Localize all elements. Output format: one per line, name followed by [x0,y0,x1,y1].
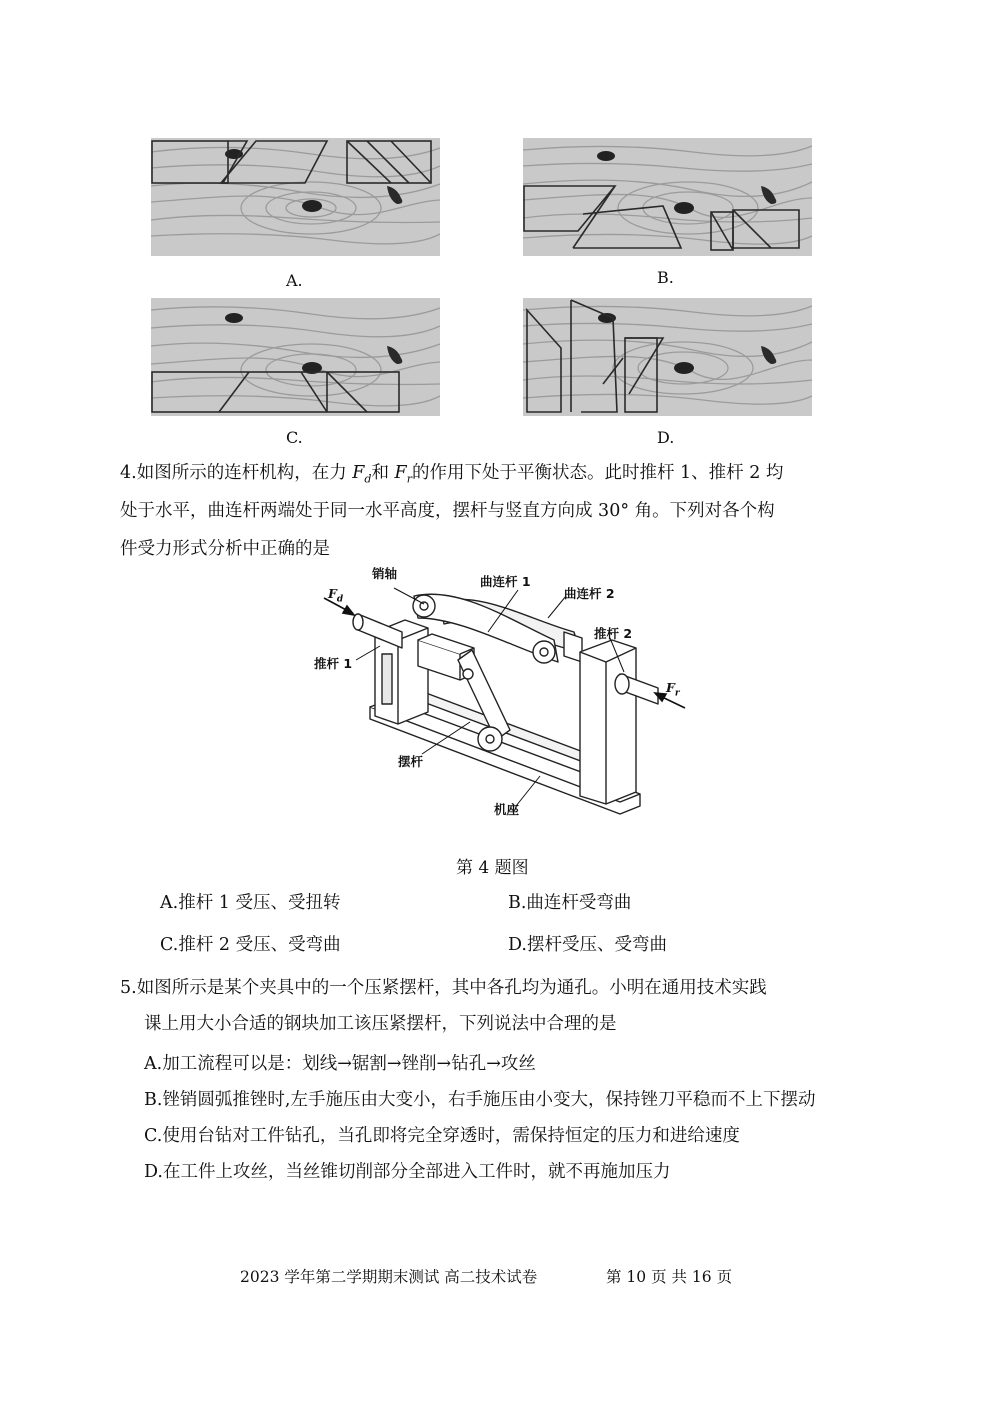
q4-line-1: 4.如图所示的连杆机构，在力 $F_d$和 $F_r$的作用下处于平衡状态。此时推杆 1、推杆 2 均 [120,463,784,486]
option-d-label: D. [657,428,675,447]
figure-caption: 第 4 题图 [456,858,529,878]
swing-rod-label: 摆杆 [398,754,424,769]
fr-force-label: $F_r$ [666,680,680,699]
q5-option-d[interactable]: D.在工件上攻丝，当丝锥切削部分全部进入工件时，就不再施加压力 [144,1162,671,1182]
q4-option-c[interactable]: C.推杆 2 受压、受弯曲 [160,935,341,955]
option-d-wood-image [523,298,812,416]
q5-option-a[interactable]: A.加工流程可以是：划线→锯割→锉削→钻孔→攻丝 [144,1054,536,1074]
q5-option-b[interactable]: B.锉销圆弧推锉时,左手施压由大变小，右手施压由小变大，保持锉刀平稳而不上下摆动 [144,1090,816,1110]
footer-exam-title: 2023 学年第二学期期末测试 高二技术试卷 [240,1268,538,1286]
q4-option-b[interactable]: B.曲连杆受弯曲 [508,893,632,913]
q5-line-1: 5.如图所示是某个夹具中的一个压紧摆杆，其中各孔均为通孔。小明在通用技术实践 [120,978,767,998]
curved-link-1-label: 曲连杆 1 [480,574,531,589]
q4-option-d[interactable]: D.摆杆受压、受弯曲 [508,935,667,955]
footer-page-number: 第 10 页 共 16 页 [606,1268,733,1286]
q4-option-a[interactable]: A.推杆 1 受压、受扭转 [160,893,341,913]
push-rod-2-label: 推杆 2 [594,626,633,641]
option-c-label: C. [286,428,303,447]
option-b-label: B. [657,268,674,287]
q5-option-c[interactable]: C.使用台钻对工件钻孔，当孔即将完全穿透时，需保持恒定的压力和进给速度 [144,1126,740,1146]
option-a-wood-image [151,138,440,256]
option-c-wood-image [151,298,440,416]
q4-line-3: 件受力形式分析中正确的是 [120,539,330,559]
fd-force-label: $F_d$ [328,586,344,605]
push-rod-1-label: 推杆 1 [314,656,353,671]
pin-label: 销轴 [372,566,398,581]
option-b-wood-image [523,138,812,256]
q5-line-2: 课上用大小合适的钢块加工该压紧摆杆，下列说法中合理的是 [144,1014,617,1034]
option-a-label: A. [286,271,303,290]
base-label: 机座 [494,802,520,817]
q4-line-2: 处于水平，曲连杆两端处于同一水平高度，摆杆与竖直方向成 30° 角。下列对各个构 [120,501,775,521]
linkage-mechanism-figure [310,562,690,832]
curved-link-2-label: 曲连杆 2 [564,586,615,601]
